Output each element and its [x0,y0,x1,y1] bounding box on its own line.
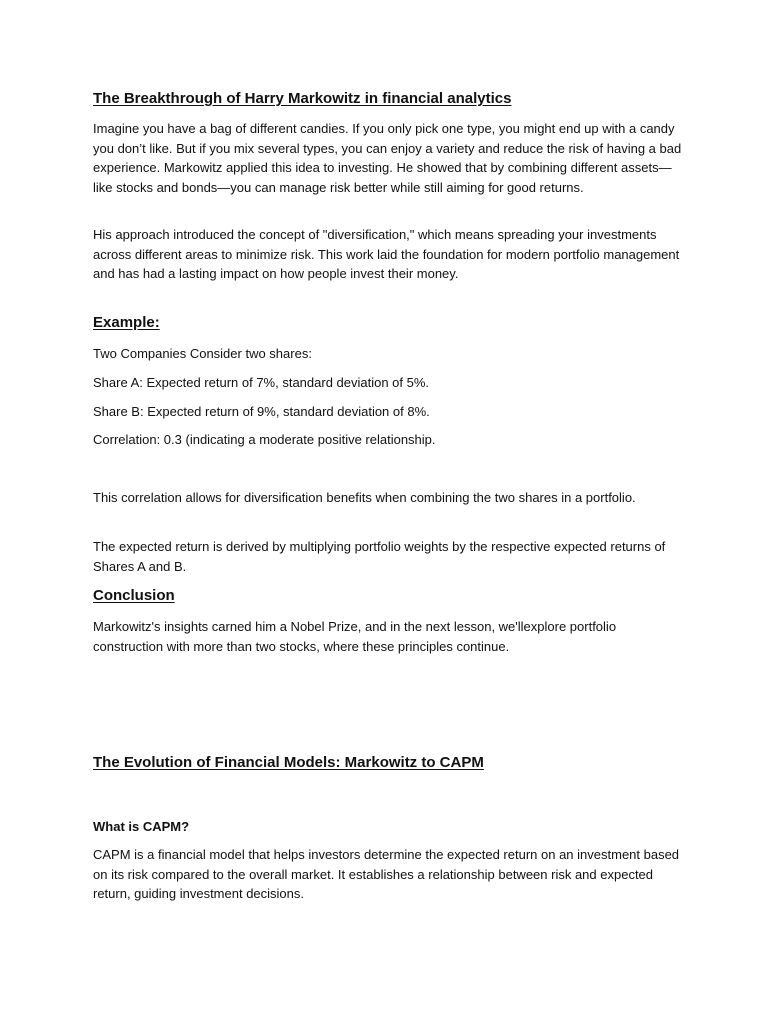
paragraph-expected-return: The expected return is derived by multiplying portfolio weights by the respective expected returns of Shares A and B. [93,539,666,574]
capm-definition: CAPM is a financial model that helps investors determine the expected return on an investment based on its risk compared to the overall market. It establishes a relationship between risk and expected return, guiding investment decisions. [93,847,680,901]
example-intro: Two Companies Consider two shares: [93,346,312,361]
share-a-line: Share A: Expected return of 7%, standard deviation of 5%. [93,375,430,390]
conclusion-heading: Conclusion [93,587,175,604]
example-heading: Example: [93,314,160,331]
paragraph-diversification: His approach introduced the concept of "diversification," which means spreading your investments across different areas to minimize risk. This work laid the foundation for modern portfolio management and has had a lasting impact on how people invest their money. [93,227,680,281]
paragraph-candies-analogy: Imagine you have a bag of different candies. If you only pick one type, you might end up with a candy you don’t like. But if you mix several types, you can enjoy a variety and reduce the risk of having a bad experience. Markowitz applied this idea to investing. He showed that by combining different assets—like stocks and bonds—you can manage risk better while still aiming for good returns. [93,121,682,195]
capm-subheading: What is CAPM? [93,819,190,834]
section-title-capm: The Evolution of Financial Models: Markowitz to CAPM [93,754,484,771]
share-b-line: Share B: Expected return of 9%, standard deviation of 8%. [93,404,430,419]
conclusion-text: Markowitz's insights carned him a Nobel Prize, and in the next lesson, we'llexplore portfolio construction with more than two stocks, where these principles continue. [93,619,617,654]
section-title-markowitz: The Breakthrough of Harry Markowitz in financial analytics [93,90,512,107]
paragraph-correlation-benefit: This correlation allows for diversification benefits when combining the two shares in a portfolio. [93,490,636,505]
correlation-line: Correlation: 0.3 (indicating a moderate positive relationship. [93,432,436,447]
